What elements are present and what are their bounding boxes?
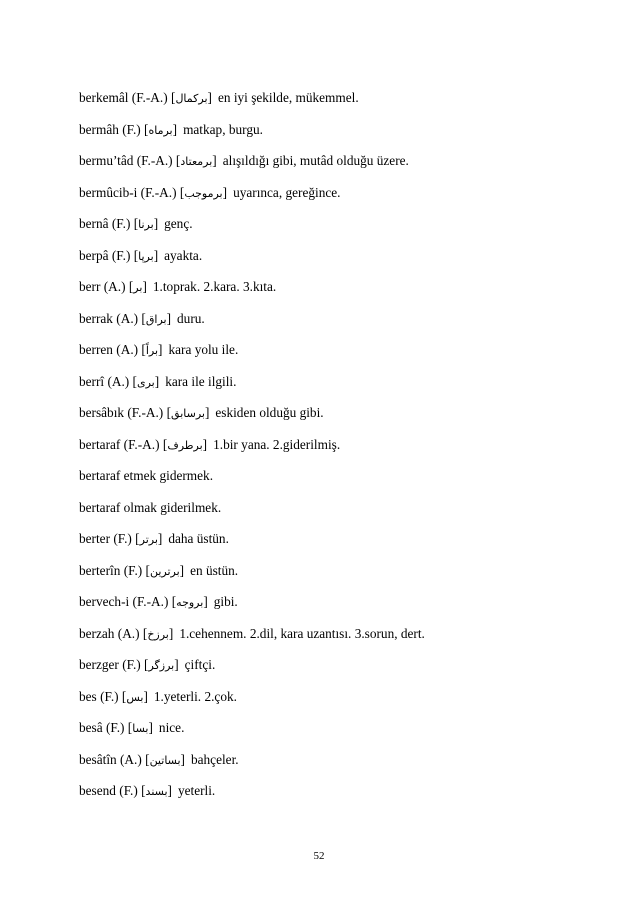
entry-headword: berter bbox=[79, 531, 111, 546]
entry-meaning: gibi. bbox=[213, 594, 238, 609]
dictionary-entry: bernâ (F.) [برنا] genç. bbox=[79, 216, 193, 231]
entry-origin: (A.) bbox=[117, 625, 140, 641]
entry-arabic-script: براً bbox=[145, 344, 159, 357]
entry-meaning: 1.toprak. 2.kara. 3.kıta. bbox=[152, 279, 277, 294]
entry-origin: (F.-A.) bbox=[132, 594, 169, 609]
entry-headword: berr bbox=[79, 279, 101, 294]
entry-meaning: matkap, burgu. bbox=[183, 121, 263, 137]
entry-origin: (F.-A.) bbox=[127, 405, 164, 420]
dictionary-entry bbox=[79, 498, 579, 530]
entry-meaning: alışıldığı gibi, mutâd olduğu üzere. bbox=[222, 153, 409, 168]
entry-arabic-script: بسند bbox=[145, 785, 168, 798]
entry-arabic-script: برزگر bbox=[148, 659, 175, 672]
entry-meaning: daha üstün. bbox=[168, 531, 229, 546]
entry-origin: (F.) bbox=[105, 720, 125, 735]
entry-arabic-script: برترين bbox=[149, 564, 180, 578]
dictionary-entry: besâtîn (A.) [بساتين] bahçeler. bbox=[79, 751, 239, 767]
entry-meaning: kara yolu ile. bbox=[168, 342, 239, 357]
entry-arabic-script: برطرف bbox=[167, 438, 203, 452]
entry-origin: (F.) bbox=[119, 783, 138, 798]
entry-headword: bersâbık bbox=[79, 405, 125, 420]
entry-arabic-script: بسا bbox=[132, 722, 149, 735]
entry-arabic-script: برى bbox=[137, 375, 155, 389]
entry-origin: (A.) bbox=[116, 342, 139, 357]
dictionary-entry: besend (F.) [بسند] yeterli. bbox=[79, 783, 216, 798]
dictionary-entry: bersâbık (F.-A.) [برسابق] eskiden olduğu gibi. bbox=[79, 405, 324, 420]
entry-headword: besend bbox=[79, 783, 116, 798]
entry-origin: (A.) bbox=[103, 279, 126, 294]
entry-meaning: ayakta. bbox=[164, 247, 203, 263]
dictionary-entry: bermâh (F.) [برماه] matkap, burgu. bbox=[79, 121, 263, 137]
entry-arabic-script: بركمال bbox=[175, 92, 208, 105]
entry-arabic-script: برنا bbox=[138, 218, 154, 231]
entry-meaning: 1.bir yana. 2.giderilmiş. bbox=[213, 436, 341, 452]
entry-arabic-script: برماه bbox=[148, 123, 173, 137]
entry-origin: (F.) bbox=[111, 247, 131, 263]
entry-meaning: en üstün. bbox=[190, 562, 239, 578]
entry-headword: berzah bbox=[79, 625, 115, 641]
dictionary-entry: berren (A.) [براً] kara yolu ile. bbox=[79, 342, 239, 357]
entry-origin: (A.) bbox=[120, 751, 142, 767]
entry-headword: berrak bbox=[79, 310, 113, 326]
entry-meaning: duru. bbox=[177, 310, 205, 326]
dictionary-entry: besâ (F.) [بسا] nice. bbox=[79, 720, 185, 735]
entry-headword: bertaraf etmek bbox=[79, 468, 157, 483]
dictionary-entry: bermu’tâd (F.-A.) [برمعتاد] alışıldığı gibi, mutâd olduğu üzere. bbox=[79, 153, 409, 168]
entry-origin: (F.) bbox=[100, 688, 119, 704]
entry-meaning: giderilmek. bbox=[160, 499, 222, 515]
entry-arabic-script: براق bbox=[145, 312, 167, 326]
entry-meaning: bahçeler. bbox=[190, 751, 239, 767]
entry-headword: bermûcib-i bbox=[79, 184, 138, 200]
entry-origin: (F.) bbox=[111, 216, 131, 231]
entry-origin: (F.-A.) bbox=[140, 184, 177, 200]
entry-meaning: en iyi şekilde, mükemmel. bbox=[217, 90, 359, 105]
entry-headword: berpâ bbox=[79, 247, 109, 263]
dictionary-entry bbox=[79, 466, 579, 498]
dictionary-entry: berr (A.) [بر] 1.toprak. 2.kara. 3.kıta. bbox=[79, 279, 277, 294]
entry-origin: (F.-A.) bbox=[136, 153, 173, 168]
entry-headword: bervech-i bbox=[79, 594, 130, 609]
entry-headword: bermâh bbox=[79, 121, 119, 137]
entry-origin: (F.) bbox=[123, 562, 143, 578]
entry-headword: berterîn bbox=[79, 562, 121, 578]
entry-meaning: 1.cehennem. 2.dil, kara uzantısı. 3.sorun, dert. bbox=[179, 625, 425, 641]
entry-headword: bes bbox=[79, 688, 97, 704]
dictionary-entry: berpâ (F.) [برپا] ayakta. bbox=[79, 247, 203, 263]
entry-meaning: nice. bbox=[158, 720, 185, 735]
entry-meaning: gidermek. bbox=[159, 468, 214, 483]
entry-arabic-script: بس bbox=[126, 690, 144, 704]
dictionary-entry: bes (F.) [بس] 1.yeterli. 2.çok. bbox=[79, 688, 237, 704]
entry-origin: (A.) bbox=[116, 310, 139, 326]
entry-arabic-script: بروجه bbox=[176, 596, 204, 609]
dictionary-entry: bertaraf (F.-A.) [برطرف] 1.bir yana. 2.giderilmiş. bbox=[79, 436, 341, 452]
entry-headword: berrî bbox=[79, 373, 105, 389]
entry-meaning: eskiden olduğu gibi. bbox=[215, 405, 324, 420]
entry-meaning: 1.yeterli. 2.çok. bbox=[153, 688, 237, 704]
entry-headword: bertaraf olmak bbox=[79, 499, 157, 515]
entry-meaning: yeterli. bbox=[177, 783, 216, 798]
dictionary-entry: berzah (A.) [برزخ] 1.cehennem. 2.dil, kara uzantısı. 3.sorun, dert. bbox=[79, 625, 425, 641]
entry-origin: (F.-A.) bbox=[123, 436, 160, 452]
entry-arabic-script: برتر bbox=[139, 533, 158, 546]
dictionary-entry: berrî (A.) [برى] kara ile ilgili. bbox=[79, 373, 237, 389]
page-number: 52 bbox=[313, 850, 325, 862]
dictionary-entry: berzger (F.) [برزگر] çiftçi. bbox=[79, 657, 216, 672]
entry-headword: berkemâl bbox=[79, 90, 129, 105]
entry-headword: bertaraf bbox=[79, 436, 121, 452]
dictionary-entry: berterîn (F.) [برترين] en üstün. bbox=[79, 562, 239, 578]
dictionary-entry: bermûcib-i (F.-A.) [برموجب] uyarınca, gereğince. bbox=[79, 184, 341, 200]
entry-headword: berren bbox=[79, 342, 113, 357]
entry-origin: (F.) bbox=[122, 121, 141, 137]
entry-headword: besâ bbox=[79, 720, 103, 735]
dictionary-entries bbox=[79, 88, 579, 813]
entry-origin: (F.-A.) bbox=[131, 90, 168, 105]
entry-meaning: uyarınca, gereğince. bbox=[233, 184, 341, 200]
entry-headword: besâtîn bbox=[79, 751, 117, 767]
dictionary-entry: bervech-i (F.-A.) [بروجه] gibi. bbox=[79, 594, 238, 609]
entry-meaning: kara ile ilgili. bbox=[165, 373, 237, 389]
entry-origin: (F.) bbox=[122, 657, 141, 672]
entry-origin: (A.) bbox=[107, 373, 130, 389]
entry-arabic-script: بساتين bbox=[149, 753, 181, 767]
entry-arabic-script: برزخ bbox=[147, 627, 169, 641]
entry-arabic-script: برمعتاد bbox=[180, 155, 213, 168]
entry-arabic-script: بر bbox=[133, 281, 143, 294]
entry-headword: bermu’tâd bbox=[79, 153, 134, 168]
entry-headword: berzger bbox=[79, 657, 119, 672]
dictionary-entry: berkemâl (F.-A.) [بركمال] en iyi şekilde, mükemmel. bbox=[79, 90, 359, 105]
entry-arabic-script: برپا bbox=[138, 249, 154, 263]
entry-headword: bernâ bbox=[79, 216, 109, 231]
dictionary-entry: berter (F.) [برتر] daha üstün. bbox=[79, 531, 229, 546]
entry-meaning: genç. bbox=[164, 216, 193, 231]
entry-meaning: çiftçi. bbox=[184, 657, 216, 672]
entry-origin: (F.) bbox=[113, 531, 132, 546]
dictionary-entry: berrak (A.) [براق] duru. bbox=[79, 310, 205, 326]
entry-arabic-script: برسابق bbox=[171, 407, 205, 420]
entry-arabic-script: برموجب bbox=[184, 186, 223, 200]
